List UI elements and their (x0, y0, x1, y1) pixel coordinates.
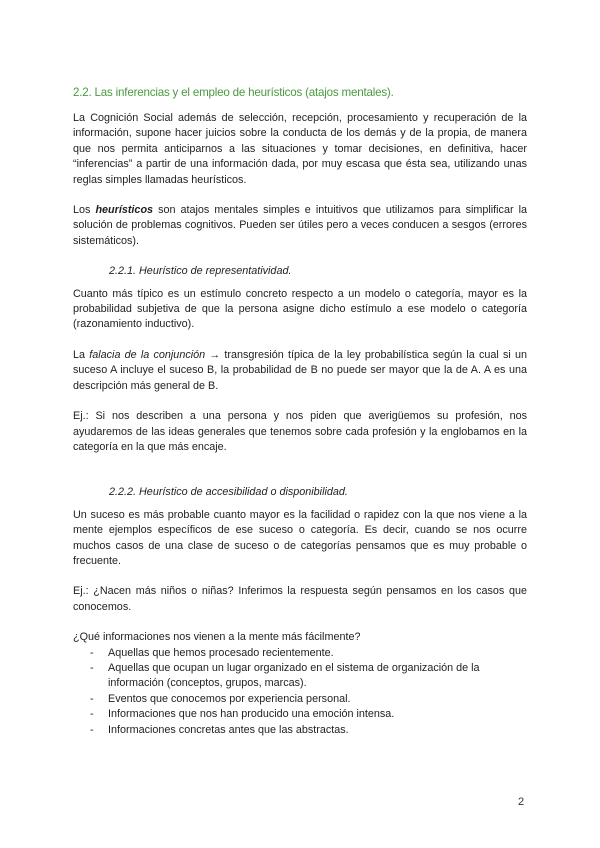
list-item (73, 646, 527, 661)
list-item (73, 692, 527, 707)
page-number: 2 (518, 796, 525, 808)
falacia-term: falacia de la conjunción (89, 348, 206, 361)
accesibilidad-paragraph: Un suceso es más probable cuanto mayor es la facilidad o rapidez con la que nos viene a la mente ejemplos específicos de ese suceso o categoría. Es decir, cuando se nos ocurre muchos casos de una clase de suceso o de categorías pensamos que es muy probable o frecuente. (73, 508, 527, 567)
representatividad-paragraph: Cuanto más típico es un estímulo concreto respecto a un modelo o categoría, mayor es la probabilidad subjetiva de que la persona asigne dicho estímulo a ese modelo o categoría (razonamiento inductivo). (73, 287, 527, 331)
dash-bullet: - (90, 646, 94, 659)
dash-bullet: - (90, 661, 94, 674)
heuristicos-paragraph (73, 203, 527, 249)
subsection-heading-accesibilidad: 2.2.2. Heurístico de accesibilidad o disponibilidad. (109, 486, 348, 499)
dash-bullet: - (90, 692, 94, 705)
heuristicos-post: son atajos mentales simples e intuitivos que utilizamos para simplificar la solución de problemas cognitivos. Pueden ser útiles pero a veces conducen a sesgos (errores sistemáticos). (73, 204, 527, 247)
falacia-pre: La (73, 348, 90, 361)
list-item-text: Eventos que conocemos por experiencia personal. (108, 692, 351, 705)
question-paragraph: ¿Qué informaciones nos vienen a la mente más fácilmente? (73, 631, 361, 644)
list-item-text: Aquellas que ocupan un lugar organizado en el sistema de organización de la información (conceptos, grupos, marcas). (108, 661, 480, 690)
dash-bullet: - (90, 708, 94, 721)
list-item-text: Informaciones que nos han producido una emoción intensa. (108, 708, 395, 721)
document-page (73, 86, 527, 738)
list-item (73, 661, 527, 692)
list-item-text: Aquellas que hemos procesado recientemente. (108, 646, 334, 659)
list-item (73, 707, 527, 722)
example-ninos-paragraph: Ej.: ¿Nacen más niños o niñas? Inferimos la respuesta según pensamos en los casos que conocemos. (73, 585, 527, 613)
falacia-post: → transgresión típica de la ley probabilística según la cual si un suceso A incluye el suceso B, la probabilidad de B no puede ser mayor que la de A. A es una descripción más general de B. (73, 348, 528, 392)
subsection-heading-representatividad: 2.2.1. Heurístico de representatividad. (109, 265, 292, 278)
list-item (73, 723, 527, 738)
falacia-paragraph (73, 348, 527, 394)
section-heading: 2.2. Las inferencias y el empleo de heurísticos (atajos mentales). (73, 86, 394, 99)
intro-paragraph: La Cognición Social además de selección, recepción, procesamiento y recuperación de la información, supone hacer juicios sobre la conducta de los demás y de la propia, de manera que nos permita anticiparnos a las situaciones y tomar decisiones, en definitiva, hacer “inferencias” a partir de una información dada, por muy escasa que ésta sea, utilizando unas reglas simples llamadas heurísticos. (73, 112, 527, 186)
dash-bullet: - (90, 723, 94, 736)
heuristicos-pre: Los (73, 204, 96, 217)
informaciones-list (73, 646, 527, 738)
list-item-text: Informaciones concretas antes que las abstractas. (108, 723, 349, 736)
heuristicos-term: heurísticos (95, 204, 154, 217)
example-profesion-paragraph: Ej.: Si nos describen a una persona y nos piden que averigüemos su profesión, nos ayudaremos de las ideas generales que tenemos sobre cada profesión y la englobamos en la categoría en la que más encaje. (73, 410, 527, 453)
